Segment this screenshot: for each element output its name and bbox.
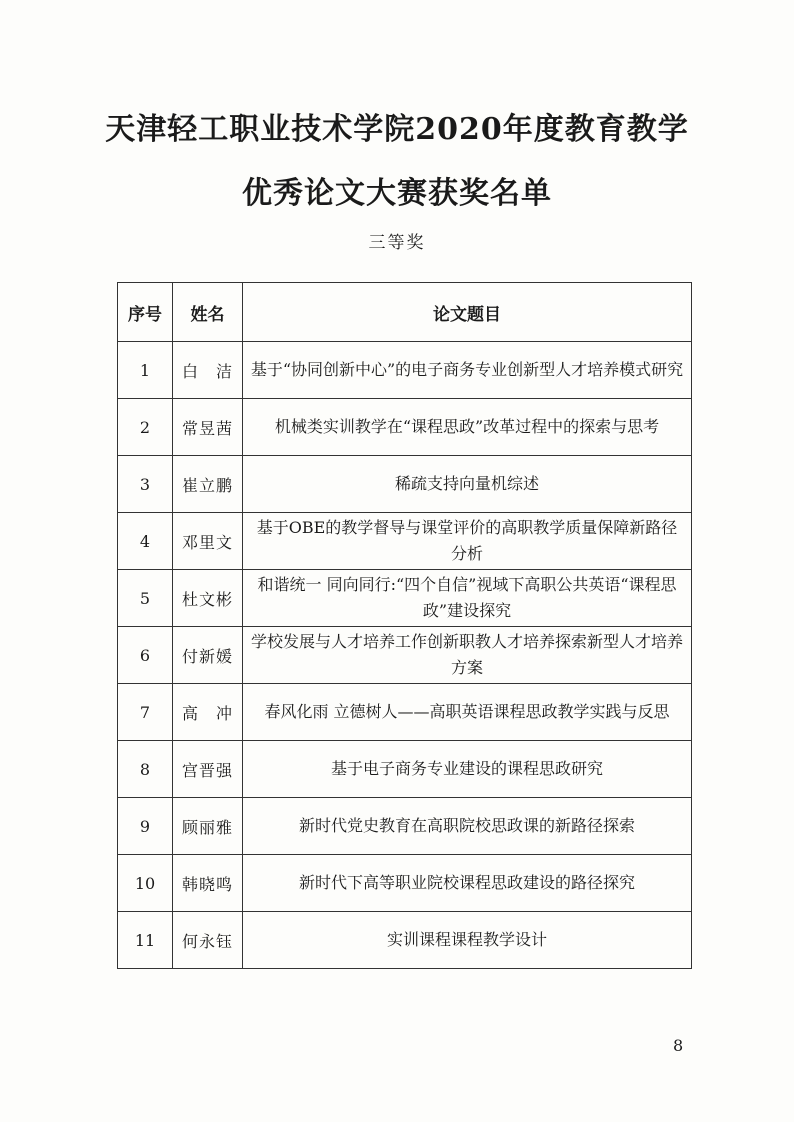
row-topic: 实训课程课程教学设计 (243, 912, 692, 969)
row-seq: 9 (118, 798, 173, 855)
table-row (118, 684, 692, 741)
page-number: 8 (673, 1036, 684, 1055)
table-row (118, 456, 692, 513)
row-topic: 新时代下高等职业院校课程思政建设的路径探究 (243, 855, 692, 912)
row-topic: 春风化雨 立德树人——高职英语课程思政教学实践与反思 (243, 684, 692, 741)
row-name: 邓里文 (173, 513, 243, 570)
table-row (118, 342, 692, 399)
row-topic: 新时代党史教育在高职院校思政课的新路径探索 (243, 798, 692, 855)
row-seq: 2 (118, 399, 173, 456)
header-topic: 论文题目 (243, 283, 692, 342)
table-row (118, 912, 692, 969)
row-seq: 4 (118, 513, 173, 570)
award-level-heading: 三等奖 (368, 233, 426, 253)
row-topic: 和谐统一 同向同行:“四个自信”视域下高职公共英语“课程思政”建设探究 (243, 570, 692, 627)
row-seq: 7 (118, 684, 173, 741)
row-name: 崔立鹏 (173, 456, 243, 513)
row-seq: 10 (118, 855, 173, 912)
table-row (118, 627, 692, 684)
table-row (118, 399, 692, 456)
row-topic: 学校发展与人才培养工作创新职教人才培养探索新型人才培养方案 (243, 627, 692, 684)
table-row (118, 570, 692, 627)
table-row (118, 513, 692, 570)
table-row (118, 855, 692, 912)
row-name: 白 洁 (173, 342, 243, 399)
table-header-row (118, 283, 692, 342)
row-topic: 基于“协同创新中心”的电子商务专业创新型人才培养模式研究 (243, 342, 692, 399)
row-seq: 3 (118, 456, 173, 513)
row-name: 高 冲 (173, 684, 243, 741)
row-name: 付新媛 (173, 627, 243, 684)
row-name: 顾丽雅 (173, 798, 243, 855)
awards-table (117, 282, 692, 969)
row-name: 宫晋强 (173, 741, 243, 798)
row-topic: 稀疏支持向量机综述 (243, 456, 692, 513)
row-seq: 6 (118, 627, 173, 684)
document-title-line-1: 天津轻工职业技术学院2020年度教育教学 (105, 112, 689, 147)
row-seq: 5 (118, 570, 173, 627)
row-seq: 11 (118, 912, 173, 969)
table-row (118, 798, 692, 855)
row-name: 韩晓鸣 (173, 855, 243, 912)
row-topic: 机械类实训教学在“课程思政”改革过程中的探索与思考 (243, 399, 692, 456)
header-name: 姓名 (173, 283, 243, 342)
row-topic: 基于OBE的教学督导与课堂评价的高职教学质量保障新路径分析 (243, 513, 692, 570)
row-topic: 基于电子商务专业建设的课程思政研究 (243, 741, 692, 798)
row-name: 常昱茜 (173, 399, 243, 456)
header-seq: 序号 (118, 283, 173, 342)
row-seq: 8 (118, 741, 173, 798)
table-row (118, 741, 692, 798)
row-name: 杜文彬 (173, 570, 243, 627)
row-name: 何永钰 (173, 912, 243, 969)
row-seq: 1 (118, 342, 173, 399)
document-title-line-2: 优秀论文大赛获奖名单 (242, 176, 552, 211)
